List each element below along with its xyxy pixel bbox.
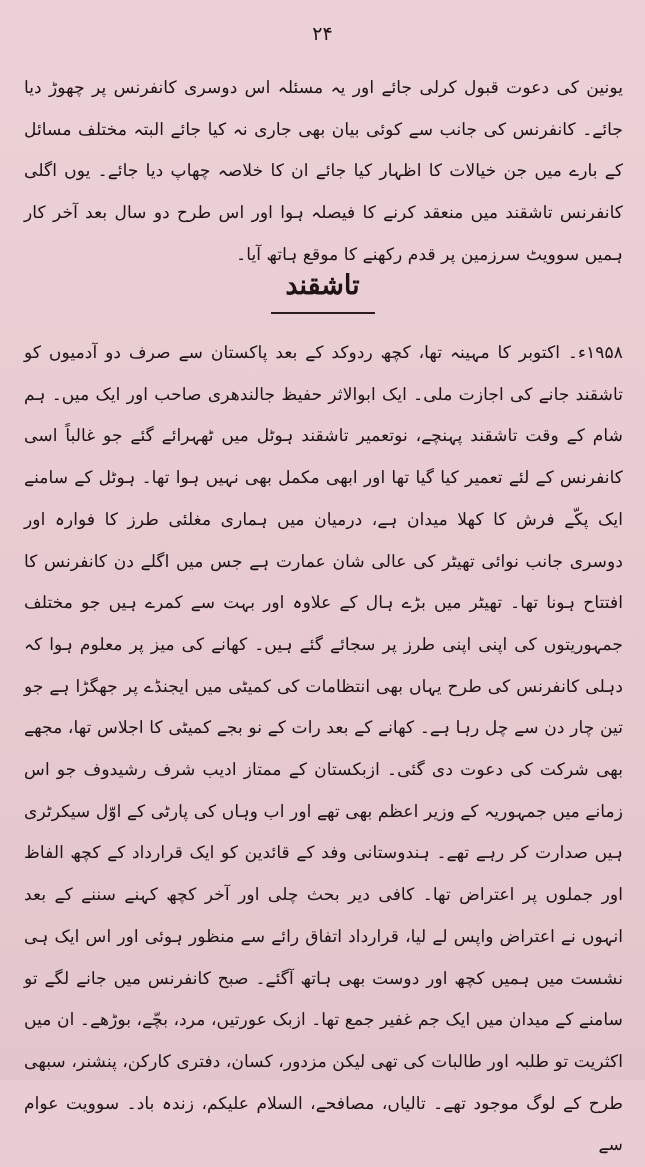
paragraph-2-block [24,333,623,1167]
heading-underline [271,312,375,314]
page-number: ۲۴ [312,23,333,45]
paragraph-1: یونین کی دعوت قبول کرلی جائے اور یہ مسئلہ اس دوسری کانفرنس پر چھوڑ دیا جائے۔ کانفرنس کی جانب سے کوئی بیان بھی جاری نہ کیا جائے البتہ مختلف مسائل کے بارے میں جن خیالات کا اظہار کیا جائے ان کا خلاصہ چھاپ دیا جائے۔ یوں اگلی کانفرنس تاشقند میں منعقد کرنے کا فیصلہ ہوا اور اس طرح دو سال بعد آخر کار ہمیں سوویٹ سرزمین پر قدم رکھنے کا موقع ہاتھ آیا۔ [24,78,623,265]
paragraph-2: ۱۹۵۸ء۔ اکتوبر کا مہینہ تھا، کچھ ردوکد کے بعد پاکستان سے صرف دو آدمیوں کو تاشقند جانے کی اجازت ملی۔ ایک ابوالاثر حفیظ جالندھری صاحب اور ایک میں۔ ہم شام کے وقت تاشقند پہنچے، نوتعمیر تاشقند ہوٹل میں ٹھہرائے گئے جو غالباً اسی کانفرنس کے لئے تعمیر کیا گیا تھا اور ابھی مکمل بھی نہیں ہوا تھا۔ ہوٹل کے سامنے ایک پکّے فرش کا کھلا میدان ہے، درمیان میں ہماری مغلئی طرز کا فوارہ اور دوسری جانب نوائی تھیٹر کی عالی شان عمارت ہے جس میں اگلے دن کانفرنس کا افتتاح ہونا تھا۔ تھیٹر میں بڑے ہال کے علاوہ اور بہت سے کمرے ہیں جو مختلف جمہوریتوں کی اپنی اپنی طرز پر سجائے گئے ہیں۔ کھانے کی میز پر معلوم ہوا کہ دہلی کانفرنس کی طرح یہاں بھی انتظامات کی کمیٹی میں ایجنڈے پر جھگڑا ہے جو تین چار دن سے چل رہا ہے۔ کھانے کے بعد رات کے نو بجے کمیٹی کا اجلاس تھا، مجھے بھی شرکت کی دعوت دی گئی۔ ازبکستان کے ممتاز ادیب شرف رشیدوف جو اس زمانے میں جمہوریہ کے وزیر اعظم بھی تھے اور اب وہاں کی پارٹی کے اوّل سیکرٹری ہیں صدارت کر رہے تھے۔ ہندوستانی وفد کے قائدین کو ایک قرارداد کے کچھ الفاظ اور جملوں پر اعتراض تھا۔ کافی دیر بحث چلی اور آخر کچھ کہنے سننے کے بعد انہوں نے اعتراض واپس لے لیا، قرارداد اتفاق رائے سے منظور ہوئی اور اس ایک ہی نشست میں ہمیں کچھ اور دوست بھی ہاتھ آگئے۔ صبح کانفرنس میں جانے لگے تو سامنے کے میدان میں ایک جم غفیر جمع تھا۔ ازبک عورتیں، مرد، بچّے، بوڑھے۔ ان میں اکثریت تو طلبہ اور طالبات کی تھی لیکن مزدور، کسان، دفتری کارکن، پنشنر، سبھی طرح کے لوگ موجود تھے۔ تالیاں، مصافحے، السلام علیکم، زندہ باد۔ سوویت عوام سے [24,343,623,1156]
paragraph-1-block [24,68,623,277]
section-heading: تاشقند [285,270,360,301]
